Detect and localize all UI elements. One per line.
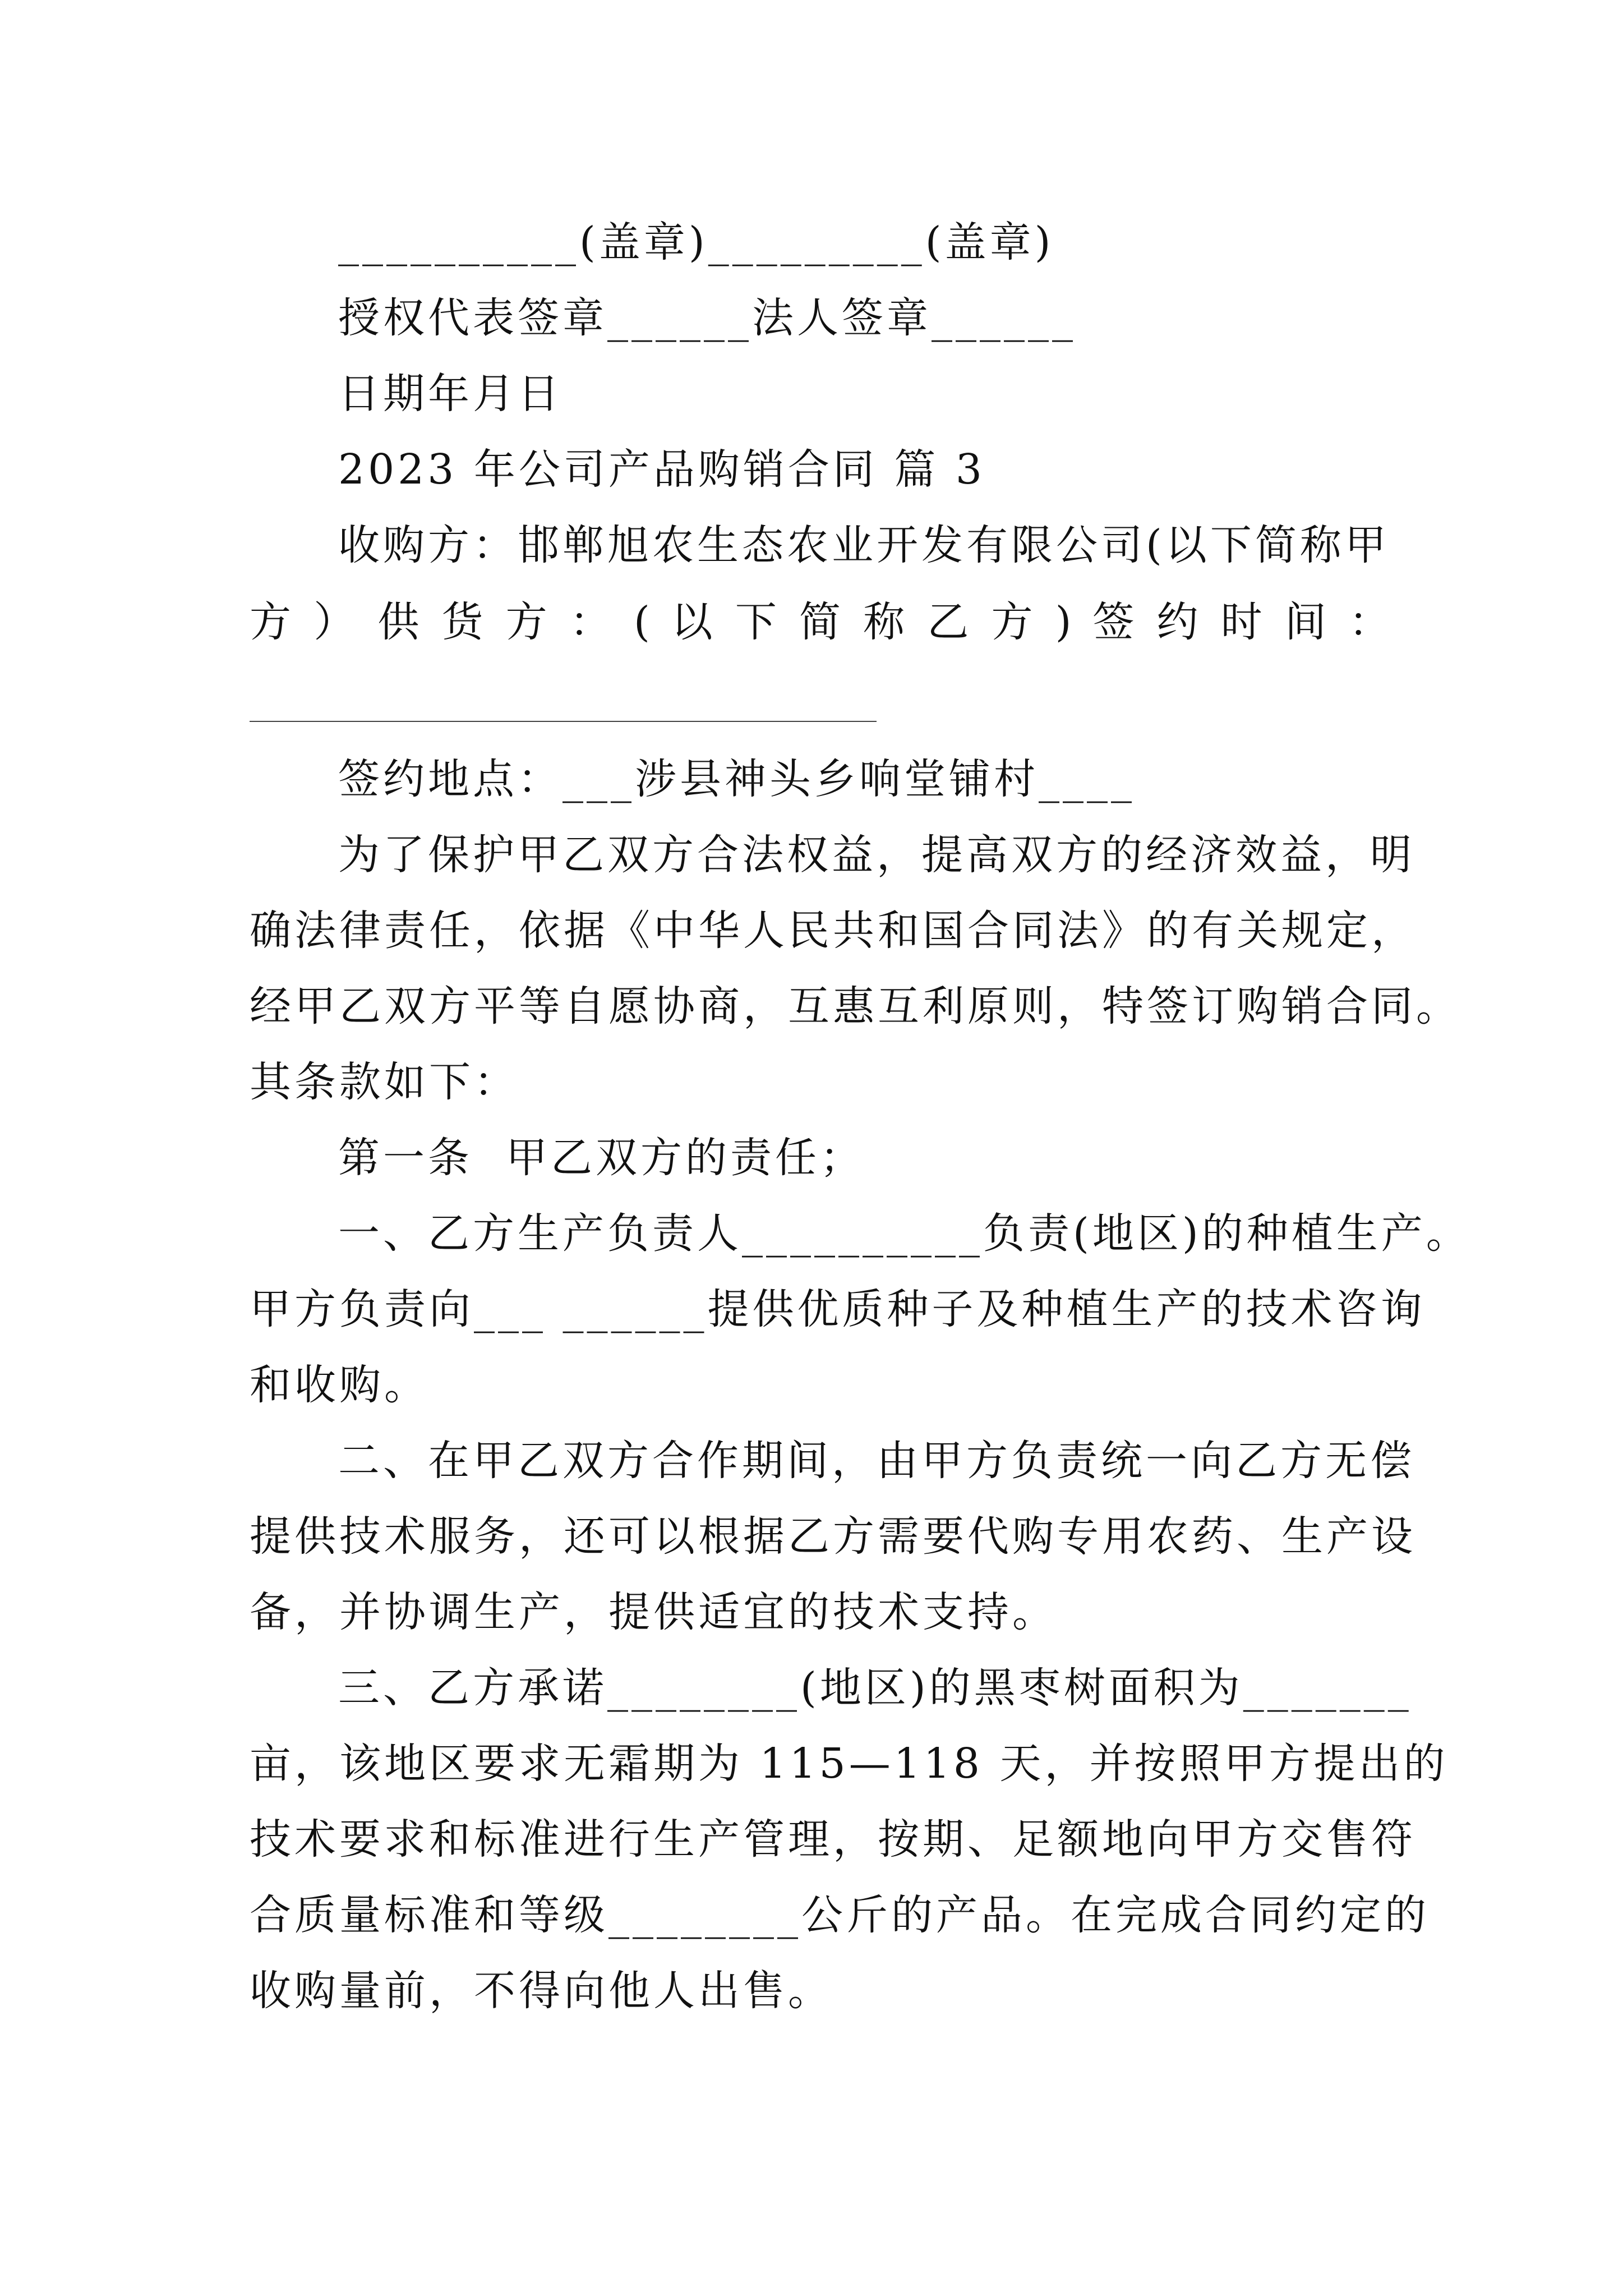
- paragraph-line: 二、在甲乙双方合作期间，由甲方负责统一向乙方无偿: [338, 1437, 1415, 1485]
- paragraph-line: 亩，该地区要求无霜期为 115—118 天，并按照甲方提出的: [250, 1740, 1449, 1788]
- signing-place-line: 签约地点：___涉县神头乡响堂铺村____: [338, 755, 1135, 803]
- supplier-line: 方 ） 供 货 方 ： ( 以 下 简 称 乙 方 ) 签 约 时 间 ：: [250, 598, 1394, 646]
- paragraph-line: 经甲乙双方平等自愿协商，互惠互利原则，特签订购销合同。: [250, 982, 1461, 1030]
- signature-line: 授权代表签章______法人签章______: [338, 294, 1076, 342]
- paragraph-line: 三、乙方承诺________(地区)的黑枣树面积为_______: [338, 1664, 1412, 1712]
- purchaser-line: 收购方：邯郸旭农生态农业开发有限公司(以下简称甲: [338, 521, 1390, 569]
- section-title: 2023 年公司产品购销合同 篇 3: [338, 445, 985, 494]
- paragraph-line: 其条款如下：: [250, 1058, 519, 1106]
- paragraph-line: 和收购。: [250, 1361, 429, 1409]
- date-line: 日期年月日: [338, 370, 562, 418]
- paragraph-line: 提供技术服务，还可以根据乙方需要代购专用农药、生产设: [250, 1512, 1416, 1561]
- paragraph-line: 甲方负责向___ ______提供优质种子及种植生产的技术咨询: [250, 1285, 1426, 1333]
- paragraph-line: 为了保护甲乙双方合法权益，提高双方的经济效益，明: [338, 831, 1415, 879]
- paragraph-line: 收购量前，不得向他人出售。: [250, 1967, 833, 2015]
- paragraph-line: 备，并协调生产，提供适宜的技术支持。: [250, 1588, 1057, 1636]
- article-heading: 第一条 甲乙双方的责任；: [338, 1134, 865, 1182]
- paragraph-line: 确法律责任，依据《中华人民共和国合同法》的有关规定，: [250, 907, 1416, 955]
- seal-line: __________(盖章)_________(盖章): [338, 218, 1054, 266]
- paragraph-line: 技术要求和标准进行生产管理，按期、足额地向甲方交售符: [250, 1815, 1416, 1864]
- signing-time-blank: [250, 721, 877, 722]
- paragraph-line: 一、乙方生产负责人__________负责(地区)的种植生产。: [338, 1209, 1471, 1258]
- paragraph-line: 合质量标准和等级________公斤的产品。在完成合同约定的: [250, 1891, 1430, 1939]
